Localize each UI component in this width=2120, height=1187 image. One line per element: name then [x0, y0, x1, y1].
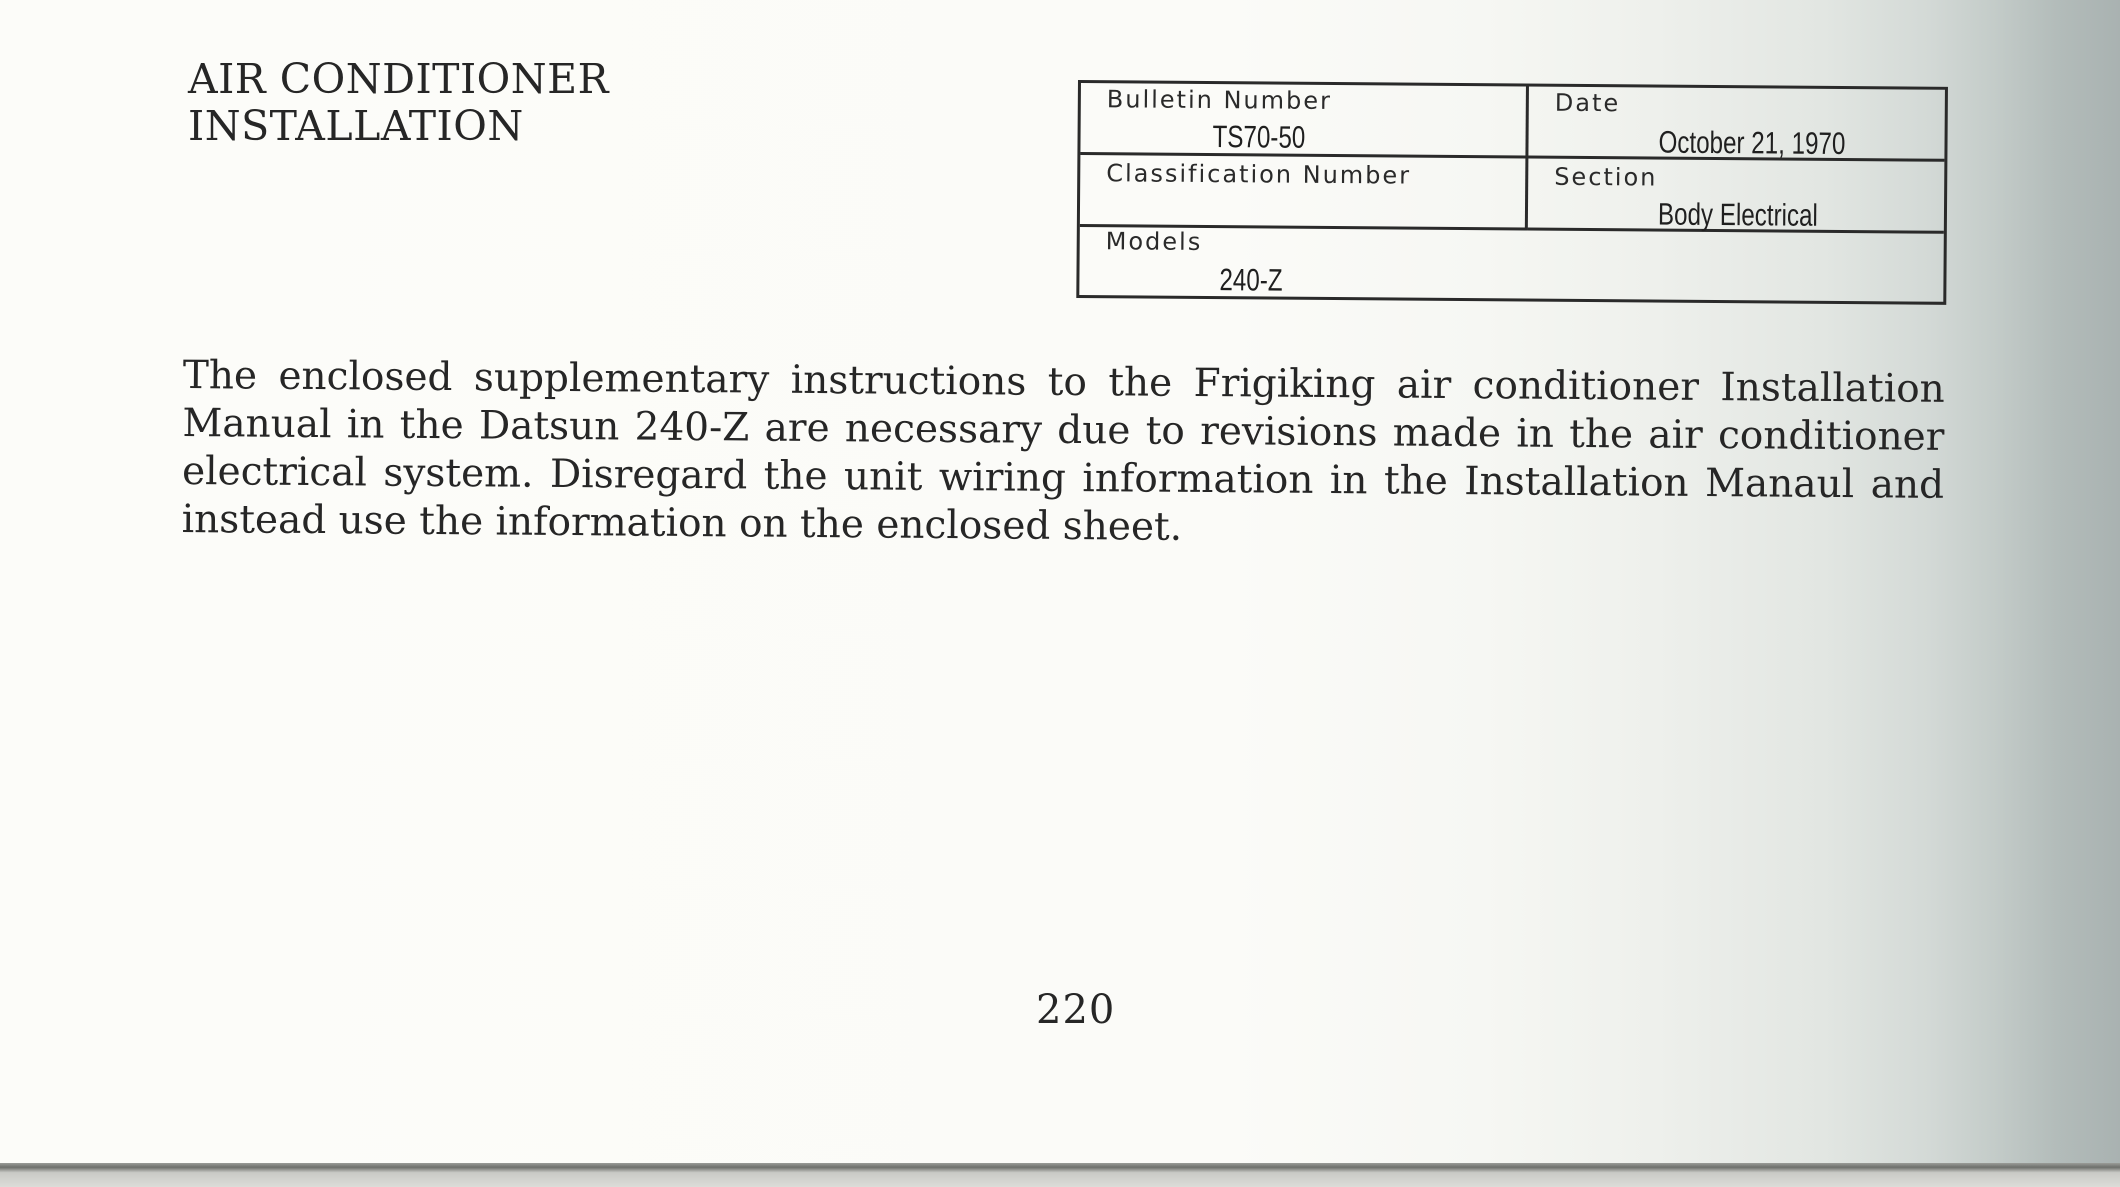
models-value: 240-Z — [1219, 262, 1283, 298]
date-label: Date — [1554, 88, 1621, 118]
classification-number-cell — [1080, 155, 1529, 231]
section-cell — [1528, 159, 1945, 234]
section-value: Body Electrical — [1657, 196, 1819, 233]
section-label: Section — [1554, 162, 1658, 192]
page-bottom-edge — [0, 1163, 2120, 1187]
classification-number-label: Classification Number — [1106, 159, 1412, 190]
models-cell — [1079, 227, 1944, 302]
models-label: Models — [1105, 227, 1203, 256]
bulletin-info-table — [1076, 80, 1948, 305]
body-paragraph: The enclosed supplementary instructions to the Frigiking air conditioner Installation Manual in the Datsun 240-Z are necessary due to revisions made in the air conditioner electrical system. Disregard the unit wiring information in the Installation Manaul and instead use the information on the enclosed sheet. — [181, 352, 1945, 550]
bulletin-number-cell — [1080, 83, 1529, 159]
date-value: October 21, 1970 — [1658, 124, 1846, 162]
bulletin-number-value: TS70-50 — [1212, 119, 1306, 155]
heading-line-2: INSTALLATION — [188, 102, 524, 151]
page-number: 220 — [1036, 987, 1116, 1033]
document-heading — [188, 56, 609, 150]
heading-line-1: AIR CONDITIONER — [188, 55, 609, 103]
date-cell — [1528, 87, 1945, 162]
bulletin-number-label: Bulletin Number — [1106, 85, 1333, 115]
